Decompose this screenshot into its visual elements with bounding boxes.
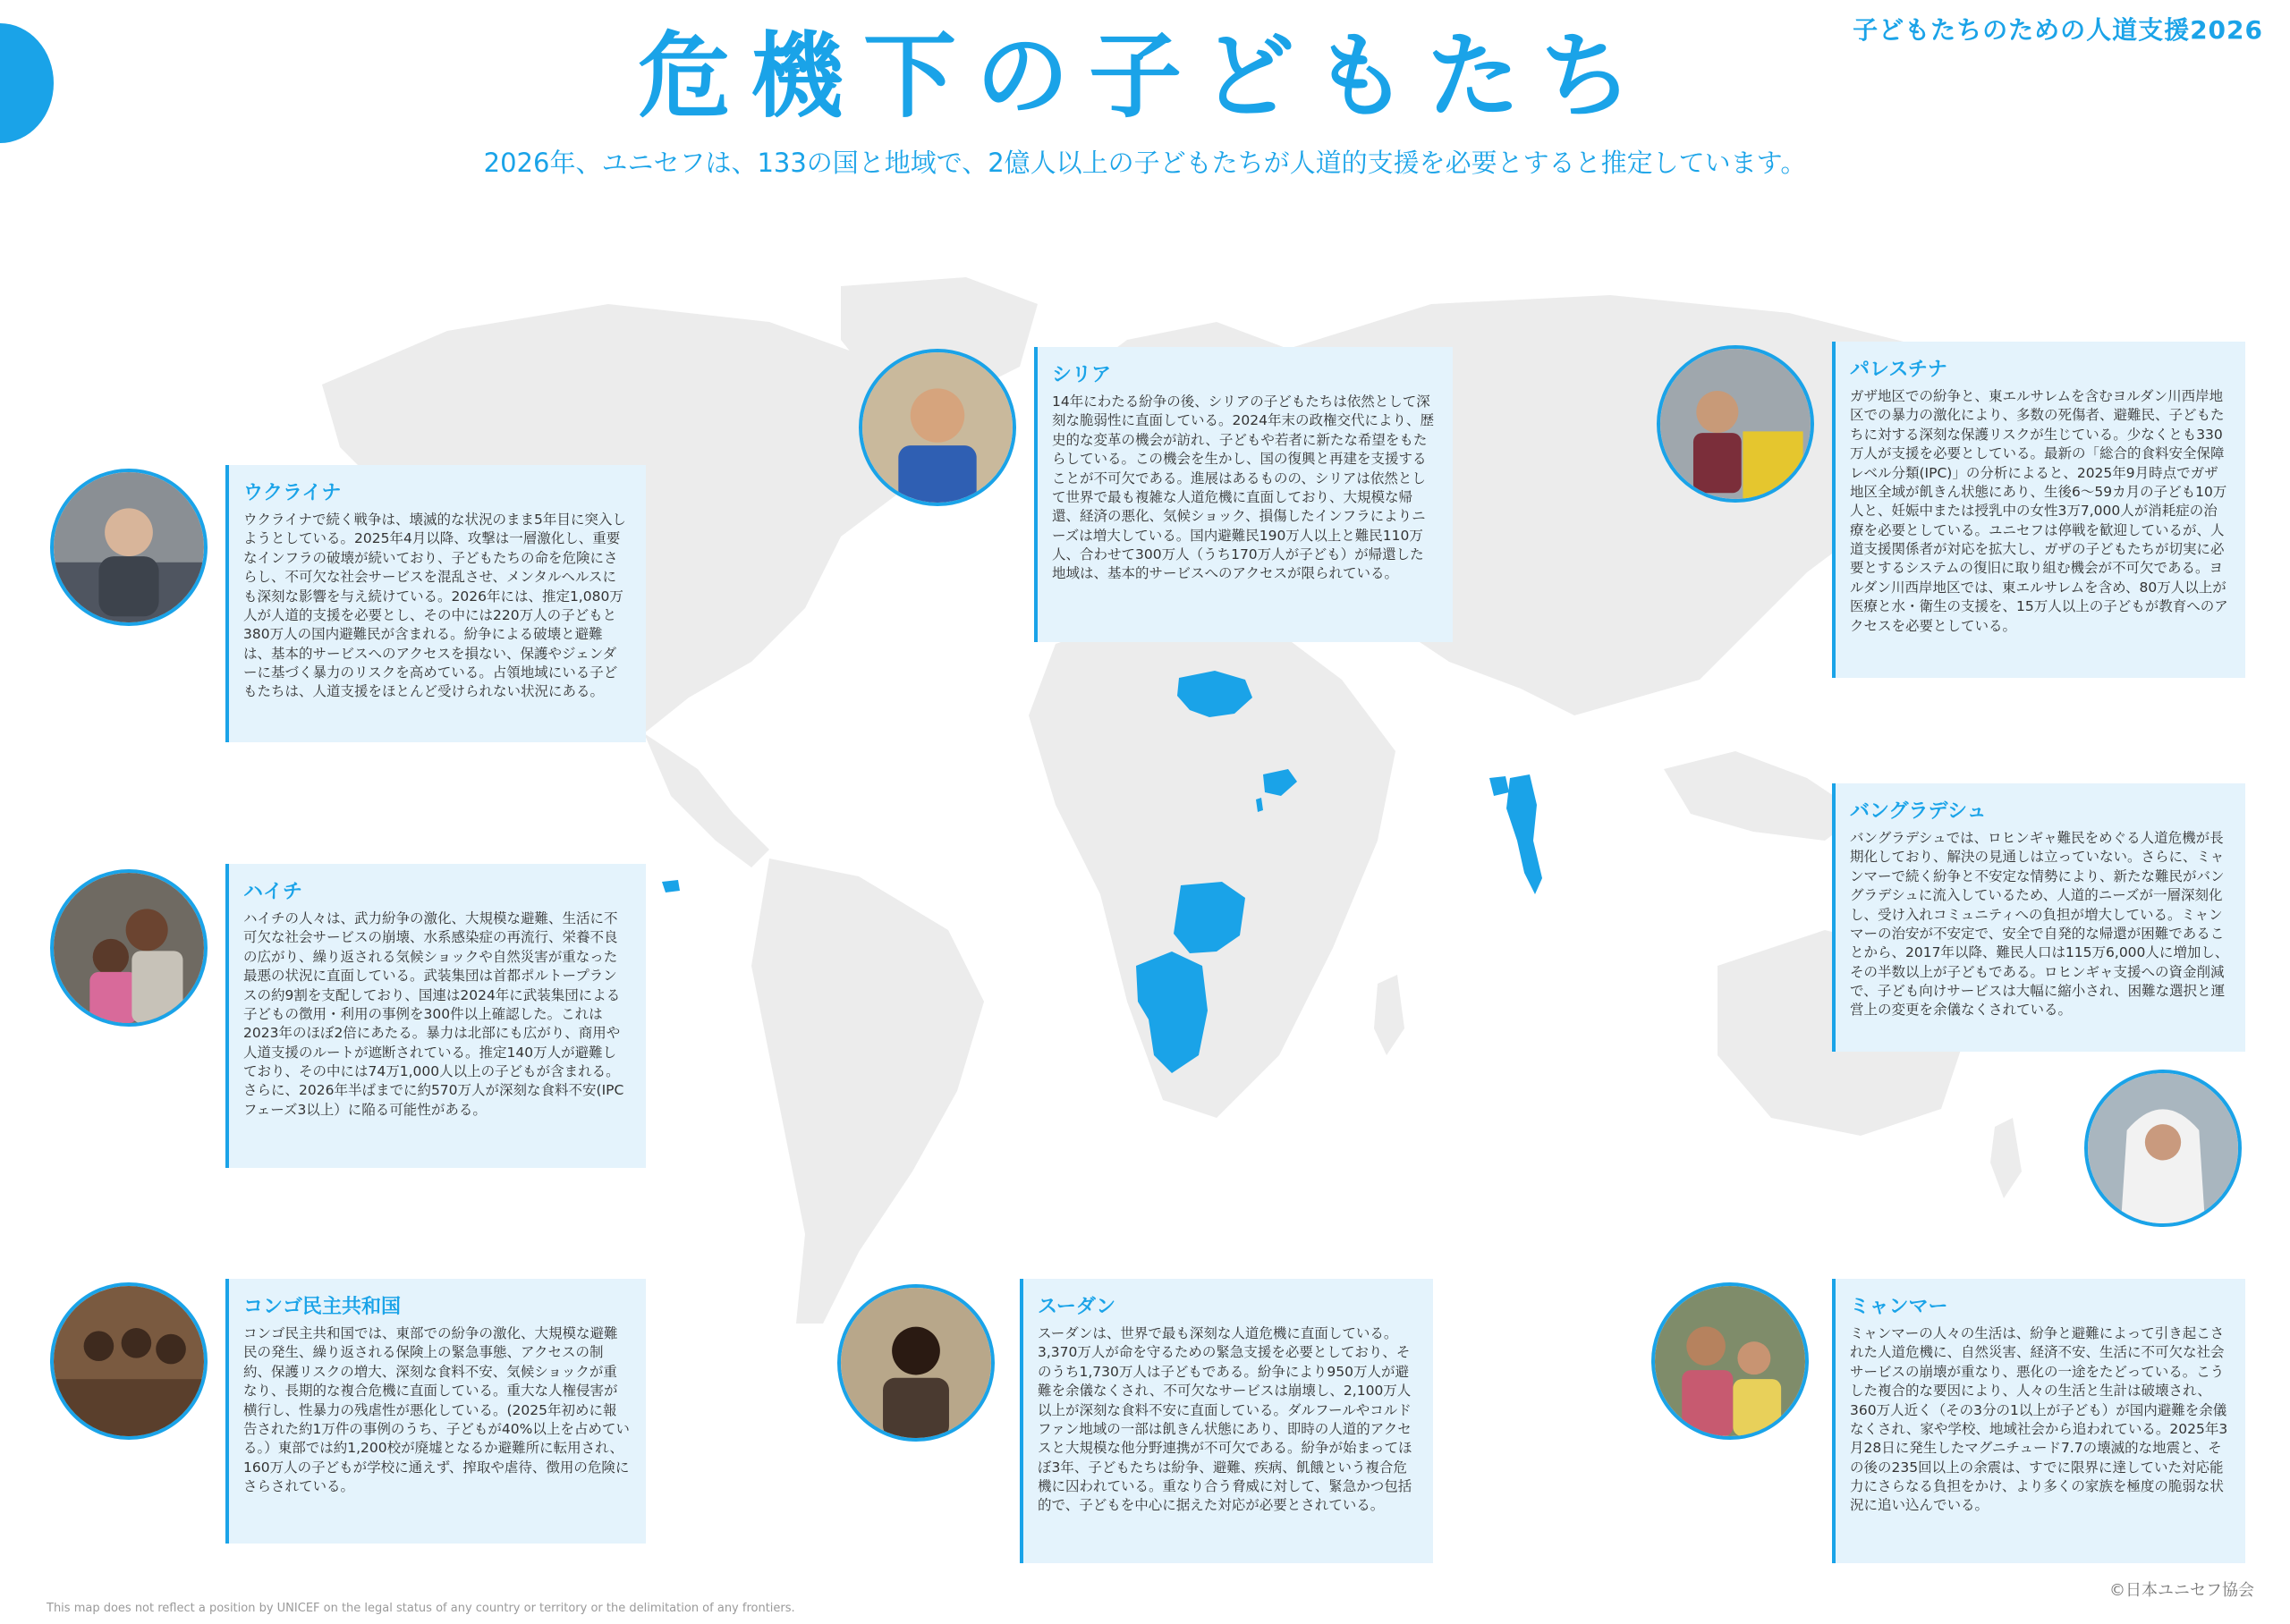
card-myanmar-text: ミャンマーの人々の生活は、紛争と避難によって引き起こされた人道危機に、自然災害、経済不安、生活に不可欠な社会サービスの崩壊が重なり、悪化の一途をたどっている。こうした複合的な要因により、人々の生活と生計は破壊され、360万人近く（その3分の1以上が子ども）が国内避難を余儀なくされ、家や学校、地域社会から追われている。2025年3月28日に発生したマグニチュード7.7の壊滅的な地震と、その後の235回以上の余震は、すでに限界に達していた対応能力にさらなる負担をかけ、より多くの家族を極度の脆弱な状況に追い込んでいる。 (1850, 1325, 2228, 1514)
card-haiti-text: ハイチの人々は、武力紛争の激化、大規模な避難、生活に不可欠な社会サービスの崩壊、水系感染症の再流行、栄養不良の広がり、繰り返される気候ショックや自然災害が重なった最悪の状況に直面している。武装集団は首都ポルトープランスの約9割を支配しており、国連は2024年に武装集団による子どもの徴用・利用の事例を300件以上確認した。これは2023年のほぼ2倍にあたる。暴力は北部にも広がり、商用や人道支援のルートが遮断されている。推定140万人が避難しており、その中には74万1,000人以上の子どもが含まれる。さらに、2026年半ばまでに約570万人が深刻な食料不安(IPCフェーズ3以上）に陥る可能性がある。 (243, 910, 624, 1118)
card-palestine-title: パレスチナ (1850, 359, 1947, 381)
card-haiti-title: ハイチ (243, 881, 303, 903)
haiti-highlight (662, 880, 680, 892)
tagline: 子どもたちのための人道支援2026 (1853, 15, 2263, 45)
card-haiti (225, 864, 646, 1168)
myanmar-highlight (1506, 774, 1542, 894)
card-ukraine (225, 465, 646, 742)
haiti-photo (50, 869, 208, 1027)
south-america-landmass (751, 859, 984, 1324)
page-title: 危機下の子どもたち (637, 21, 1652, 131)
map-disclaimer: This map does not reflect a position by UNICEF on the legal status of any country or territory or the delimitation of any frontiers. (47, 1602, 795, 1615)
card-ukraine-text: ウクライナで続く戦争は、壊滅的な状況のまま5年目に突入しようとしている。2025年4月以降、攻撃は一層激化し、重要なインフラの破壊が続いており、子どもたちの命を危険にさらし、不可欠な社会サービスを混乱させ、メンタルヘルスにも深刻な影響を与え続けている。2026年には、推定1,080万人が人道的支援を必要とし、その中には220万人の子どもと380万人の国内避難民が含まれる。紛争による破壊と避難は、基本的サービスへのアクセスを損ない、保護やジェンダーに基づく暴力のリスクを高めている。占領地域にいる子どもたちは、人道支援をほとんど受けられない状況にある。 (243, 512, 626, 700)
card-bangladesh-text: バングラデシュでは、ロヒンギャ難民をめぐる人道危機が長期化しており、解決の見通しは立っていない。さらに、ミャンマーで続く紛争と不安定な情勢により、新たな難民がバングラデシュに流入しているため、人道的ニーズが一層深刻化し、受け入れコミュニティへの負担が増大している。ミャンマーの治安が不安定で、安全で自発的な帰還が困難であることから、2017年以降、難民人口は115万6,000人に増加し、その半数以上が子どもである。ロヒンギャ支援への資金削減で、子ども向けサービスは大幅に縮小され、困難な選択と運営上の変更を余儀なくされている。 (1850, 830, 2229, 1019)
card-palestine (1832, 342, 2245, 678)
sudan-photo (837, 1284, 995, 1442)
bangladesh-photo (2084, 1070, 2242, 1227)
card-drc-text: コンゴ民主共和国では、東部での紛争の激化、大規模な避難民の発生、繰り返される保険上の緊急事態、アクセスの制約、保護リスクの増大、深刻な食料不安、気候ショックが重なり、長期的な複合危機に直面している。重大な人権侵害が横行し、性暴力の残虐性が悪化している。(2025年初めに報告された約1万件の事例のうち、子どもが40%以上を占めている。）東部では約1,200校が廃墟となるか避難所に転用され、160万人の子どもが学校に通えず、搾取や虐待、徴用の危険にさらされている。 (243, 1325, 630, 1494)
card-syria-text: 14年にわたる紛争の後、シリアの子どもたちは依然として深刻な脆弱性に直面している。2024年末の政権交代により、歴史的な変革の機会が訪れ、子どもや若者に新たな希望をもたらしている。この機会を生かし、国の復興と再建を支援することが不可欠である。進展はあるものの、シリアは依然として世界で最も複雑な人道危機に直面しており、大規模な帰還、経済の悪化、気候ショック、損傷したインフラによりニーズは増大している。国内避難民190万人以上と難民110万人、合わせて300万人（うち170万人が子ども）が帰還した地域は、基本的サービスへのアクセスが限られている。 (1052, 393, 1434, 582)
copyright: ©日本ユニセフ協会 (2109, 1581, 2254, 1600)
card-bangladesh (1832, 783, 2245, 1052)
myanmar-photo (1651, 1282, 1809, 1440)
ukraine-photo (50, 469, 208, 626)
syria-photo (859, 349, 1016, 506)
card-sudan-title: スーダン (1038, 1296, 1116, 1318)
card-sudan (1020, 1279, 1433, 1563)
card-sudan-text: スーダンは、世界で最も深刻な人道危機に直面している。3,370万人が命を守るための緊急支援を必要としており、そのうち1,730万人は子どもである。紛争により950万人が避難を余儀なくされ、不可欠なサービスは崩壊し、2,100万人以上が深刻な食料不安に直面している。ダルフールやコルドファン地域の一部は飢きん状態にあり、即時の人道的アクセスと大規模な他分野連携が不可欠である。紛争が始まってほぼ3年、子どもたちは紛争、避難、疾病、飢餓という複合危機に囚われている。重なり合う脅威に対して、緊急かつ包括的で、子どもを中心に据えた対応が必要とされている。 (1038, 1325, 1412, 1514)
bangladesh-highlight (1489, 776, 1509, 796)
card-syria-title: シリア (1052, 364, 1112, 386)
palestine-photo (1657, 345, 1814, 503)
madagascar-landmass (1374, 975, 1404, 1055)
card-syria (1034, 347, 1453, 642)
new-zealand-landmass (1990, 1118, 2022, 1198)
card-ukraine-title: ウクライナ (243, 482, 342, 504)
card-drc-title: コンゴ民主共和国 (243, 1296, 402, 1318)
card-drc (225, 1279, 646, 1544)
page-subtitle: 2026年、ユニセフは、133の国と地域で、2億人以上の子どもたちが人道的支援を必要とすると推定しています。 (483, 148, 1807, 178)
card-myanmar (1832, 1279, 2245, 1563)
card-myanmar-title: ミャンマー (1850, 1296, 1948, 1318)
southeast-asia-islands (1664, 751, 1861, 841)
card-palestine-text: ガザ地区での紛争と、東エルサレムを含むヨルダン川西岸地区での暴力の激化により、多数の死傷者、避難民、子どもたちに対する深刻な保護リスクが生じている。少なくとも330万人が支援を必要としている。最新の「総合的食料安全保障レベル分類(IPC)」の分析によると、2025年9月時点でガザ地区全域が飢きん状態にあり、生後6～59カ月の子ども10万人と、妊娠中または授乳中の女性3万7,000人が消耗症の治療を必要としている。ユニセフは停戦を歓迎しているが、人道支援関係者が対応を拡大し、ガザの子どもたちが切実に必要とするシステムの復旧に取り組む機会が不可欠である。ヨルダン川西岸地区では、東エルサレムを含め、80万人以上が医療と水・衛生の支援を、15万人以上の子どもが教育へのアクセスを必要としている。 (1850, 388, 2228, 634)
card-bangladesh-title: バングラデシュ (1850, 800, 1987, 823)
drc-photo (50, 1282, 208, 1440)
central-america-landmass (644, 733, 769, 867)
